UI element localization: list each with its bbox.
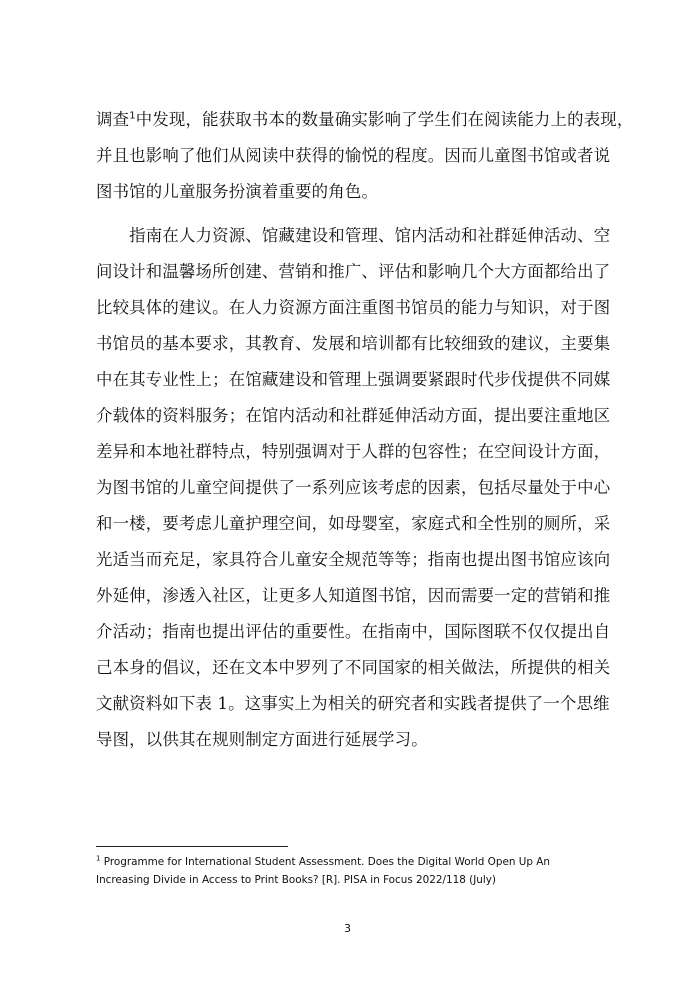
paragraph-2-line-14: 文献资料如下表 1。这事实上为相关的研究者和实践者提供了一个思维 [96,694,610,713]
paragraph-2-line-1: 指南在人力资源、馆藏建设和管理、馆内活动和社群延伸活动、空 [96,226,611,245]
footnote-line-2: Increasing Divide in Access to Print Books? [R]. PISA in Focus 2022/118 (July) [96,874,496,886]
footnote-reference[interactable]: 1 [129,110,136,122]
footnote-marker: 1 [96,854,101,863]
paragraph-2-line-4: 书馆员的基本要求，其教育、发展和培训都有比较细致的建议，主要集 [96,334,611,353]
paragraph-1-line-3: 图书馆的儿童服务扮演着重要的角色。 [96,182,379,201]
footnote-text: Programme for International Student Assessment. Does the Digital World Open Up An [100,856,550,868]
footnote [96,853,606,889]
paragraph-2-line-12: 介活动；指南也提出评估的重要性。在指南中，国际图联不仅仅提出自 [96,622,611,641]
paragraph-1-line-2: 并且也影响了他们从阅读中获得的愉悦的程度。因而儿童图书馆或者说 [96,146,611,165]
paragraph-2-line-5: 中在其专业性上；在馆藏建设和管理上强调要紧跟时代步伐提供不同媒 [96,370,611,389]
paragraph-2-line-2: 间设计和温馨场所创建、营销和推广、评估和影响几个大方面都给出了 [96,262,611,281]
paragraph-2-line-8: 为图书馆的儿童空间提供了一系列应该考虑的因素，包括尽量处于中心 [96,478,611,497]
paragraph-2-line-6: 介载体的资料服务；在馆内活动和社群延伸活动方面，提出要注重地区 [96,406,611,425]
paragraph-2-line-13: 己本身的倡议，还在文本中罗列了不同国家的相关做法，所提供的相关 [96,658,611,677]
paragraph-2-line-3: 比较具体的建议。在人力资源方面注重图书馆员的能力与知识，对于图 [96,298,611,317]
footnote-separator [96,846,288,847]
paragraph-2-line-9: 和一楼，要考虑儿童护理空间，如母婴室，家庭式和全性别的厕所，采 [96,514,611,533]
paragraph-2-line-7: 差异和本地社群特点，特别强调对于人群的包容性；在空间设计方面， [96,442,611,461]
paragraph-2-line-15: 导图，以供其在规则制定方面进行延展学习。 [96,730,428,749]
body-text [96,102,634,758]
paragraph-2-line-11: 外延伸，渗透入社区，让更多人知道图书馆，因而需要一定的营销和推 [96,586,611,605]
paragraph-2-line-10: 光适当而充足，家具符合儿童安全规范等等；指南也提出图书馆应该向 [96,550,611,569]
text-run: 调查 [96,110,130,129]
page-number: 3 [344,922,351,935]
paragraph-gap [96,210,604,218]
text-run: 中发现，能获取书本的数量确实影响了学生们在阅读能力上的表现， [135,110,634,129]
paragraph-1-line-1 [96,102,634,138]
footnote-line-1 [96,853,606,871]
